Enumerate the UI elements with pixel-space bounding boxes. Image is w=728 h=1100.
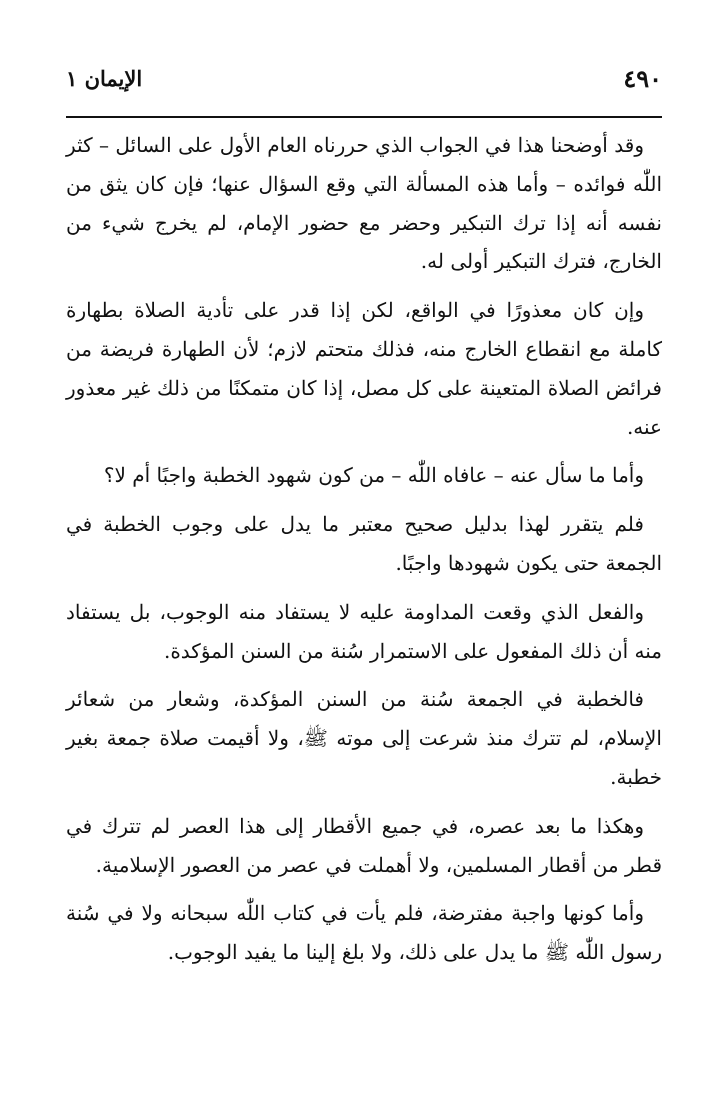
page-header	[66, 64, 662, 104]
paragraph: وإن كان معذورًا في الواقع، لكن إذا قدر على تأدية الصلاة بطهارة كاملة مع انقطاع الخارج منه، فذلك متحتم لازم؛ لأن الطهارة فريضة من فرائض الصلاة المتعينة على كل مصل، إذا كان متمكنًا من ذلك غير معذور عنه.	[66, 298, 662, 439]
paragraph: وأما كونها واجبة مفترضة، فلم يأت في كتاب اللّٰه سبحانه ولا في سُنة رسول اللّٰه ﷺ ما يدل على ذلك، ولا بلغ إلينا ما يفيد الوجوب.	[66, 901, 662, 965]
paragraph: فالخطبة في الجمعة سُنة من السنن المؤكدة، وشعار من شعائر الإسلام، لم تترك منذ شرعت إلى موته ﷺ، ولا أقيمت صلاة جمعة بغير خطبة.	[66, 687, 662, 789]
page-number: ٤٩٠	[623, 64, 662, 93]
header-divider	[66, 116, 662, 118]
paragraph: وأما ما سأل عنه – عافاه اللّٰه – من كون شهود الخطبة واجبًا أم لا؟	[103, 463, 644, 488]
page-body	[66, 126, 662, 982]
paragraph: والفعل الذي وقعت المداومة عليه لا يستفاد منه الوجوب، بل يستفاد منه أن ذلك المفعول على الاستمرار سُنة من السنن المؤكدة.	[66, 599, 662, 663]
paragraph: فلم يتقرر لهذا بدليل صحيح معتبر ما يدل على وجوب الخطبة في الجمعة حتى يكون شهودها واجبًا.	[66, 512, 662, 575]
running-title: الإيمان ١	[66, 66, 143, 91]
paragraph: وهكذا ما بعد عصره، في جميع الأقطار إلى هذا العصر لم تترك في قطر من أقطار المسلمين، ولا أهملت في عصر من العصور الإسلامية.	[66, 813, 662, 877]
paragraph: وقد أوضحنا هذا في الجواب الذي حررناه العام الأول على السائل – كثر اللّٰه فوائده – وأما هذه المسألة التي وقع السؤال عنها؛ فإن كان يثق من نفسه أنه إذا ترك التبكير وحضر مع حضور الإمام، لم يخرج شيء من الخارج، فترك التبكير أولى له.	[66, 133, 662, 274]
